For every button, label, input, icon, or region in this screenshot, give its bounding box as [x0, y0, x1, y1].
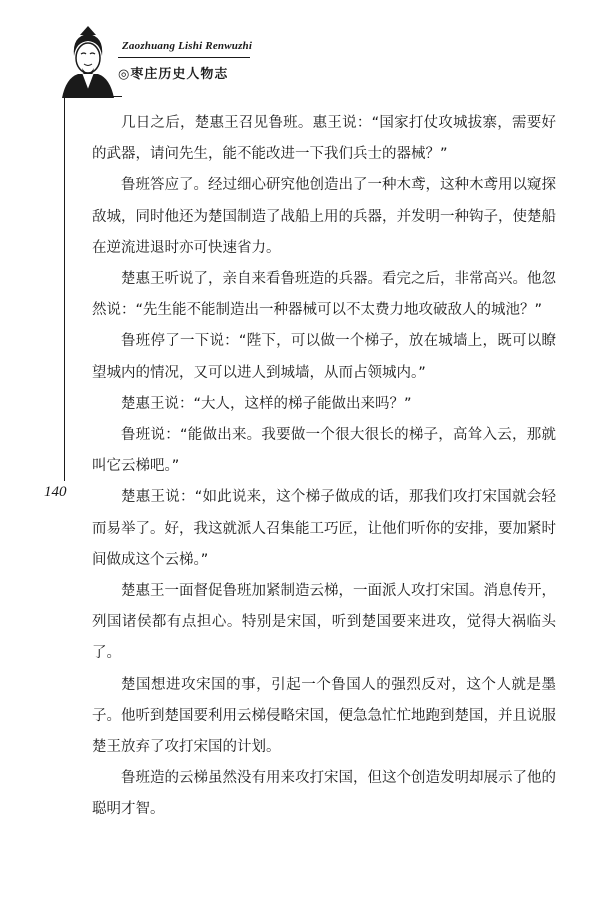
paragraph: 楚惠王一面督促鲁班加紧制造云梯，一面派人攻打宋国。消息传开，列国诸侯都有点担心。特别是宋国，听到楚国要来进攻，觉得大祸临头了。 [92, 583, 556, 662]
paragraph: 鲁班造的云梯虽然没有用来攻打宋国，但这个创造发明却展示了他的聪明才智。 [92, 770, 556, 818]
margin-rule-vertical [64, 96, 65, 481]
margin-rule-horizontal [64, 96, 122, 97]
page-number: 140 [44, 484, 67, 500]
paragraph: 楚惠王说：“大人，这样的梯子能做出来吗？” [121, 395, 412, 412]
paragraph: 鲁班说：“能做出来。我要做一个很大很长的梯子，高耸入云，那就叫它云梯吧。” [92, 427, 556, 475]
paragraph: 几日之后，楚惠王召见鲁班。惠王说：“国家打仗攻城拔寨，需要好的武器，请问先生，能不能改进一下我们兵士的器械？” [92, 115, 556, 163]
header-divider [118, 57, 250, 58]
series-title-en: Zaozhuang Lishi Renwuzhi [122, 40, 253, 52]
portrait-illustration [58, 26, 118, 98]
paragraph: 楚惠王说：“如此说来，这个梯子做成的话，那我们攻打宋国就会轻而易举了。好，我这就派人召集能工巧匠，让他们听你的安排，要加紧时间做成这个云梯。” [92, 489, 556, 568]
paragraph: 鲁班停了一下说：“陛下，可以做一个梯子，放在城墙上，既可以瞭望城内的情况，又可以进人到城墙，从而占领城内。” [92, 333, 556, 381]
paragraph: 楚国想进攻宋国的事，引起一个鲁国人的强烈反对，这个人就是墨子。他听到楚国要利用云梯侵略宋国，便急急忙忙地跑到楚国，并且说服楚王放弃了攻打宋国的计划。 [92, 676, 556, 756]
paragraph: 楚惠王听说了，亲自来看鲁班造的兵器。看完之后，非常高兴。他忽然说：“先生能不能制造出一种器械可以不太费力地攻破敌人的城池？” [92, 271, 556, 319]
paragraph: 鲁班答应了。经过细心研究他创造出了一种木鸢，这种木鸢用以窥探敌城，同时他还为楚国制造了战船上用的兵器，并发明一种钩子，使楚船在逆流进退时亦可快速省力。 [92, 177, 556, 256]
series-title-cn: ◎枣庄历史人物志 [118, 67, 229, 82]
body-text [92, 108, 556, 826]
